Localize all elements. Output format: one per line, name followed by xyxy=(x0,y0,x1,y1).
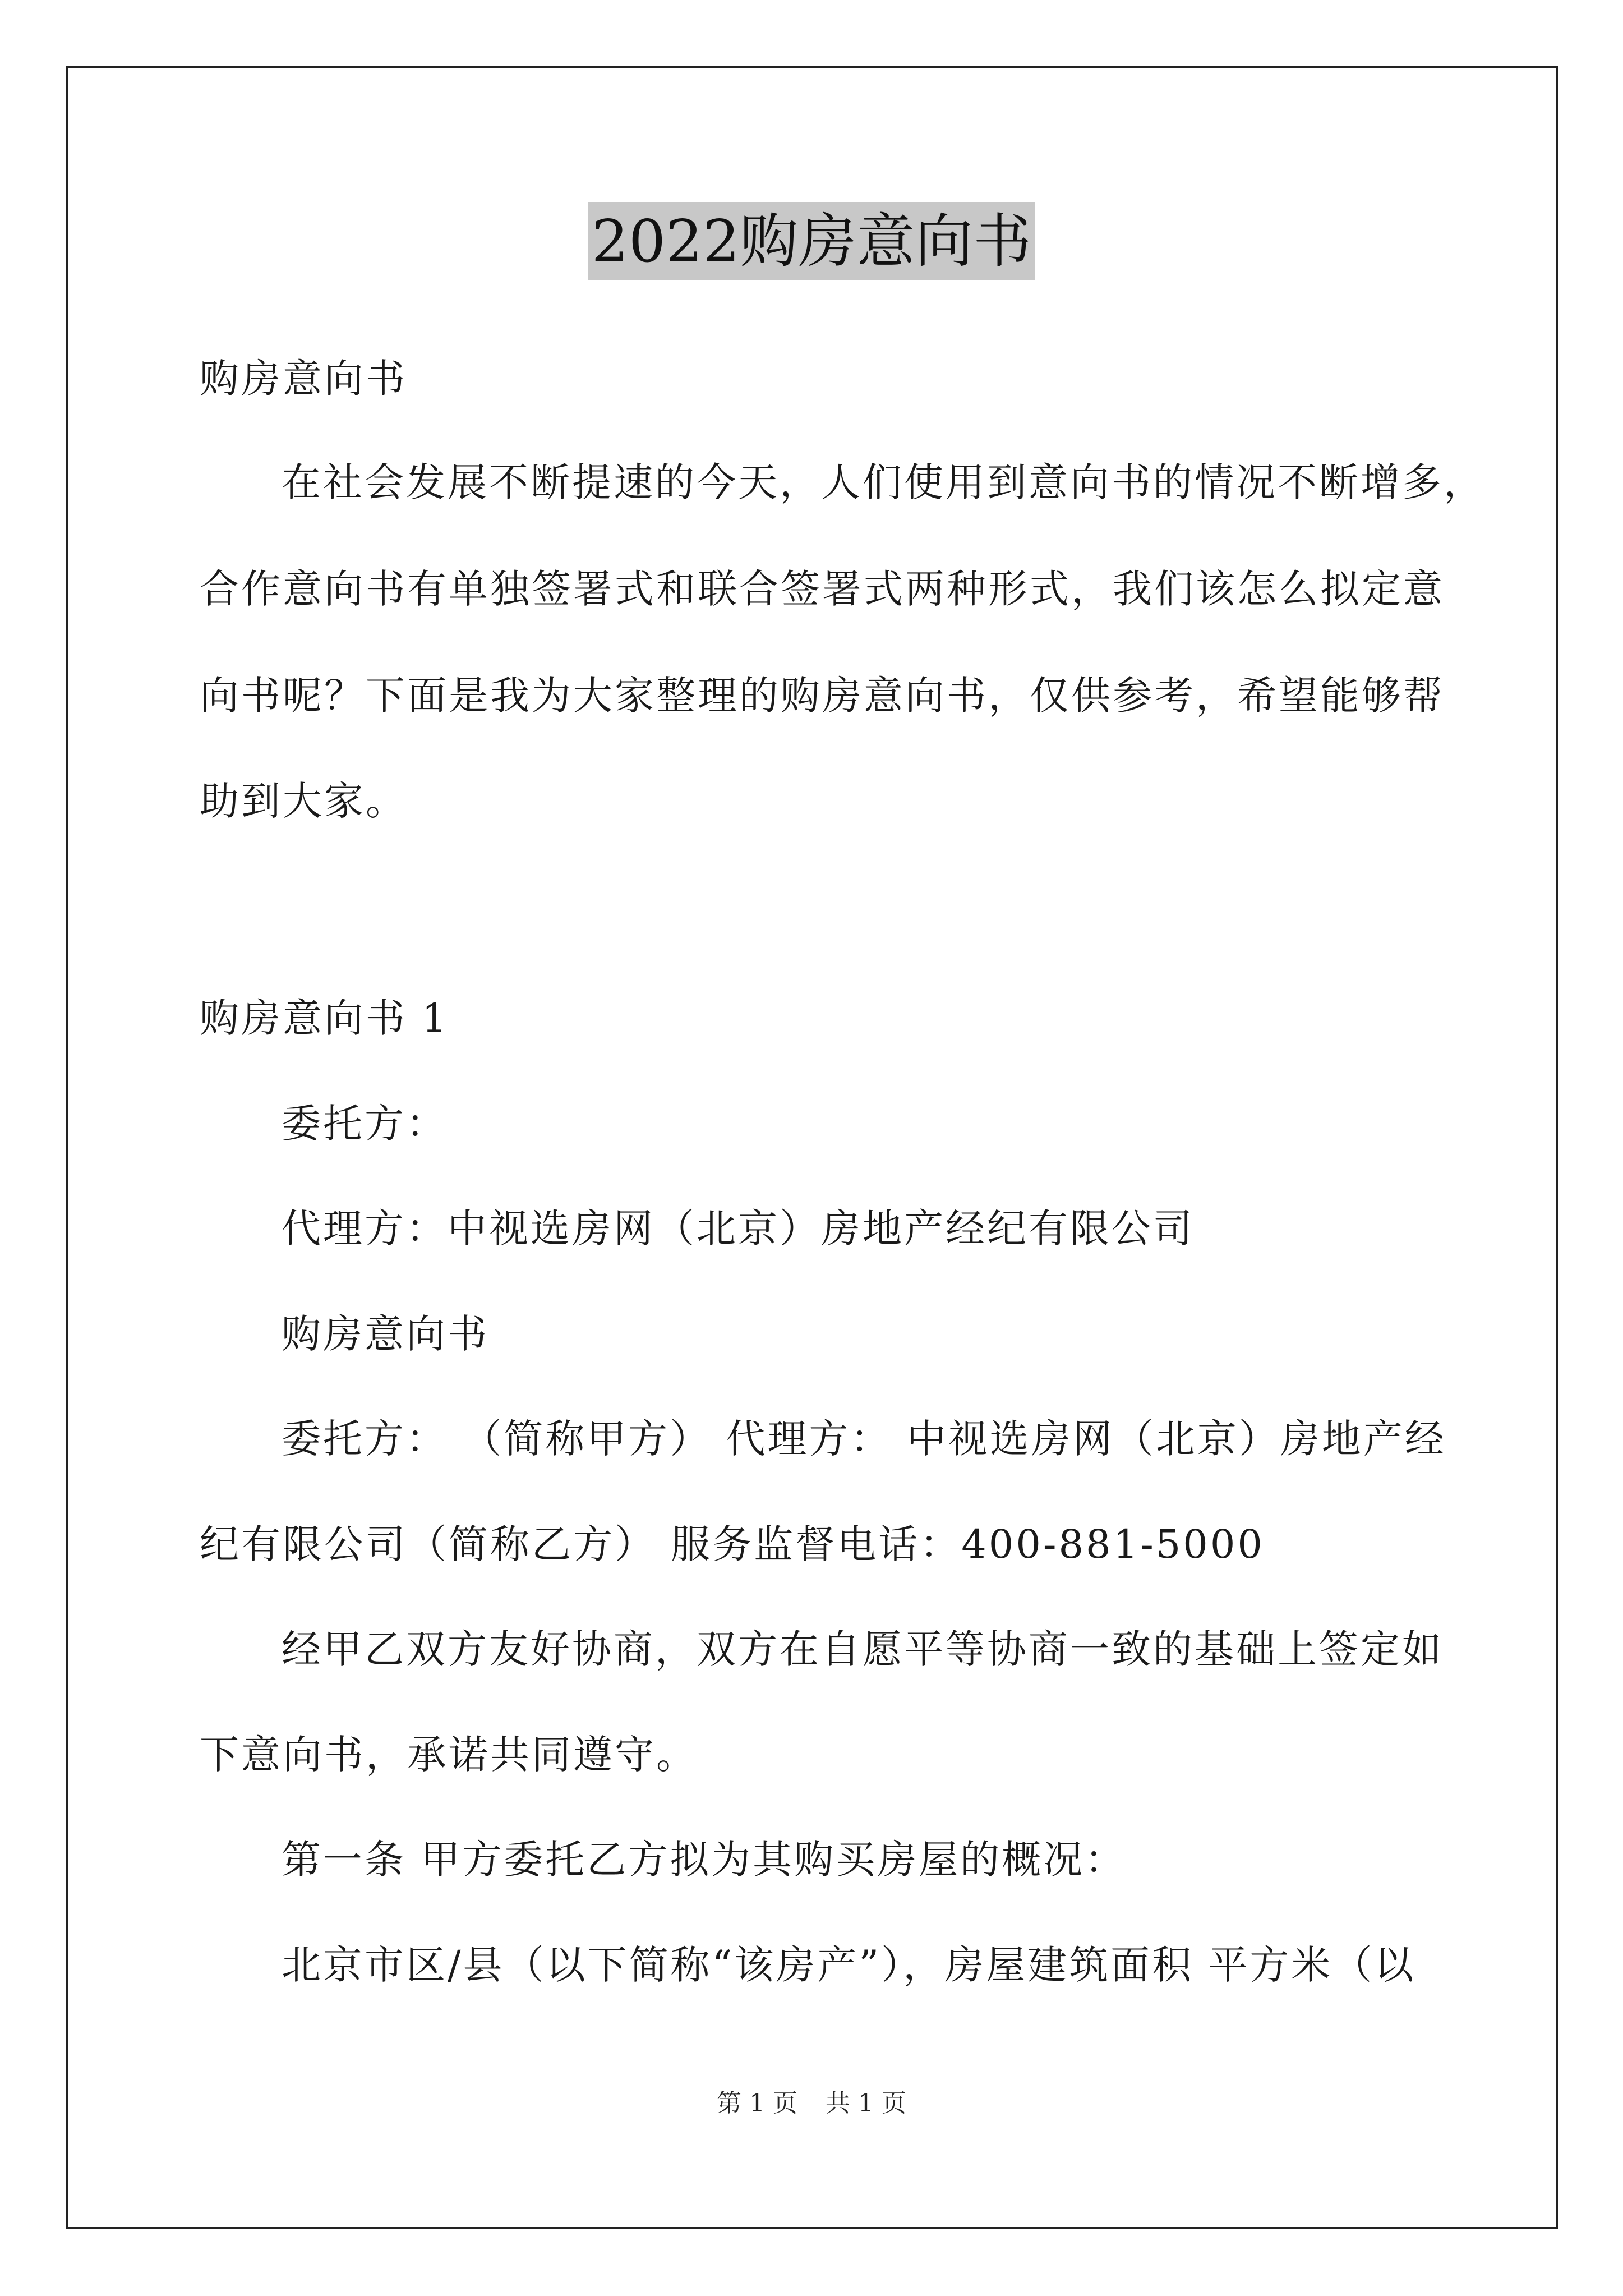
title-wrap xyxy=(0,202,1623,280)
intro-line-2: 合作意向书有单独签署式和联合签署式两种形式，我们该怎么拟定意 xyxy=(200,566,1445,612)
agent-line: 代理方：中视选房网（北京）房地产经纪有限公司 xyxy=(282,1205,1195,1251)
article-one-line: 第一条 甲方委托乙方拟为其购买房屋的概况： xyxy=(282,1837,1127,1883)
section-heading: 购房意向书 1 xyxy=(200,995,449,1041)
intro-line-1: 在社会发展不断提速的今天，人们使用到意向书的情况不断增多， xyxy=(282,459,1485,505)
page-total: 共 1 页 xyxy=(826,2089,906,2118)
client-line: 委托方： xyxy=(282,1101,448,1147)
parties-line-1: 委托方： （简称甲方） 代理方： 中视选房网（北京）房地产经 xyxy=(282,1416,1446,1462)
agreement-line-1: 经甲乙双方友好协商，双方在自愿平等协商一致的基础上签定如 xyxy=(282,1626,1444,1672)
page-footer xyxy=(0,2090,1623,2118)
property-line: 北京市区/县（以下简称“该房产”），房屋建筑面积 平方米（以 xyxy=(282,1942,1416,1988)
intro-line-3: 向书呢？下面是我为大家整理的购房意向书，仅供参考，希望能够帮 xyxy=(200,673,1445,719)
agreement-line-2: 下意向书，承诺共同遵守。 xyxy=(200,1732,698,1778)
subtitle-line: 购房意向书 xyxy=(200,356,407,402)
heading-repeat: 购房意向书 xyxy=(282,1311,489,1357)
document-title: 2022购房意向书 xyxy=(588,202,1035,280)
page-current: 第 1 页 xyxy=(717,2089,797,2118)
intro-line-4: 助到大家。 xyxy=(200,778,407,824)
parties-line-2: 纪有限公司（简称乙方） 服务监督电话：400-881-5000 xyxy=(200,1521,1265,1567)
